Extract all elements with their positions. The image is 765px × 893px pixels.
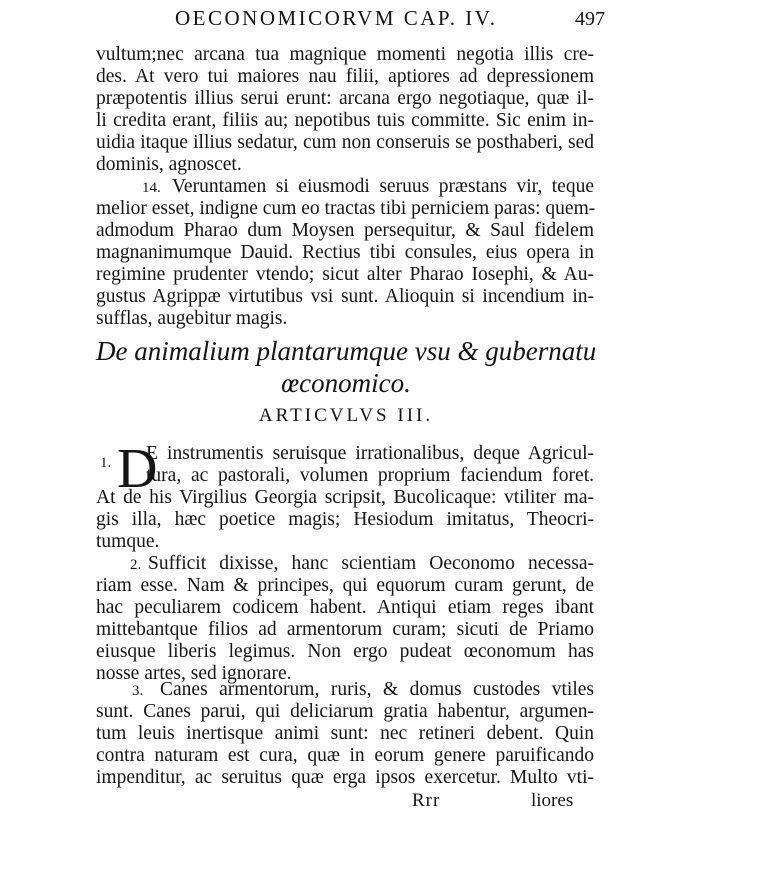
text-line: tumque. [96,531,160,552]
drop-cap: D [117,438,158,500]
signature-mark: Rrr [412,790,441,811]
text-line: sunt. Canes parui, qui deliciarum gratia habentur, argumen- [96,701,594,722]
text-line: Sufficit dixisse, hanc scientiam Oeconomo necessa- [148,553,594,574]
text-line: sufflas, augebitur magis. [96,308,288,329]
text-line: regimine prudenter vtendo; sicut alter Pharao Iosephi, & Au- [96,264,594,285]
running-header [175,6,605,31]
text-line: E instrumentis seruisque irrationalibus, deque Agricul- [146,443,594,464]
text-line: uidia itaque illius sedatur, cum non conseruis se posthaberi, sed [96,132,594,153]
text-line: Canes armentorum, ruris, & domus custodes vtiles [160,679,594,700]
text-line: tura, ac pastorali, volumen proprium faciendum foret. [146,465,594,486]
paragraph-number: 14. [142,180,161,196]
text-line: mittebantque filios ad armentorum curam; sicuti de Priamo [96,619,594,640]
text-line: hac peculiarem codicem habent. Antiqui etiam reges ibant [96,597,594,618]
text-line: melior esset, indigne cum eo tractas tibi perniciem paras: quem- [96,198,596,219]
running-title: OECONOMICORVM CAP. IV. [175,6,498,30]
section-title-continuation: œconomico. [281,368,411,398]
text-line: impenditur, ac seruitus quæ erga ipsos exercetur. Multo vti- [96,767,594,788]
text-line: Veruntamen si eiusmodi seruus præstans vir, teque [172,176,594,197]
text-line: eiusque liberis legimus. Non ergo pudeat œconomum has [96,641,594,662]
text-line: nosse artes, sed ignorare. [96,663,292,684]
paragraph-number: 3. [132,683,144,699]
paragraph-number: 1. [100,455,112,471]
text-line: gis illa, hæc poetice magis; Hesiodum imitatus, Theocri- [96,509,594,530]
text-line: des. At vero tui maiores nau filii, aptiores ad depressionem [96,66,594,87]
text-line: tum leuis inertisque animi sunt: nec retineri debent. Quin [96,723,594,744]
text-line: præpotentis illius serui erunt: arcana ergo negotiaque, quæ il- [96,88,594,109]
text-line: dominis, agnoscet. [96,154,242,175]
text-line: li credita erant, filiis au; nepotibus tuis committe. Sic enim in- [96,110,594,131]
text-line: riam esse. Nam & principes, qui equorum curam gerunt, de [96,575,594,596]
catchword: liores [531,790,574,811]
section-title: De animalium plantarumque vsu & gubernatu [96,336,597,366]
text-line: magnanimumque Dauid. Rectius tibi consules, eius opera in [96,242,594,263]
text-line: admodum Pharao dum Moysen persequitur, & Saul fidelem [96,220,594,241]
text-line: vultum;nec arcana tua magnique momenti negotia illis cre- [96,44,594,65]
text-line: contra naturam est cura, quæ in eorum genere paruificando [96,745,594,766]
article-heading: ARTICVLVS III. [258,405,434,426]
page-number: 497 [575,8,605,30]
text-line: At de his Virgilius Georgia scripsit, Bucolicaque: vtiliter ma- [96,487,594,508]
text-line: gustus Agrippæ virtutibus vsi sunt. Alioquin si incendium in- [96,286,594,307]
paragraph-number: 2. [130,557,142,573]
